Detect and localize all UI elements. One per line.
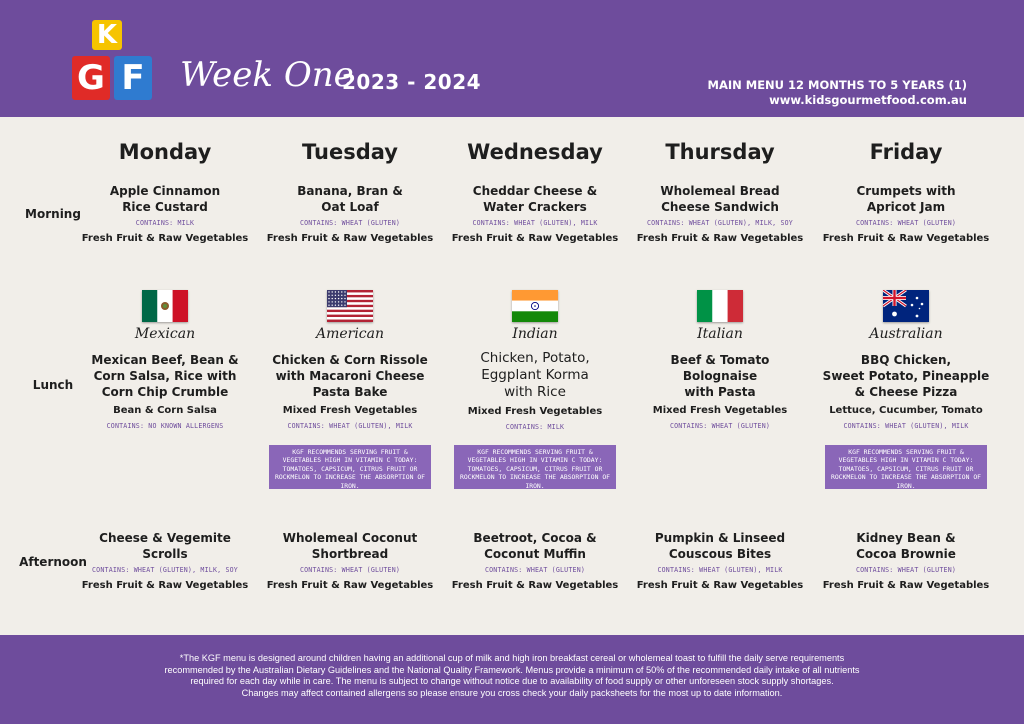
vitamin-c-note: KGF RECOMMENDS SERVING FRUIT & VEGETABLES HIGH IN VITAMIN C TODAY: TOMATOES, CAPSICUM, CITRUS FRUIT OR ROCKMELON TO INCREASE THE ABSORPTION OF IRON.: [454, 445, 616, 489]
dish-line: Eggplant Korma: [481, 367, 589, 383]
dish-line: Beef & Tomato: [670, 353, 770, 367]
footer-line: *The KGF menu is designed around children having an additional cup of milk and high iron breakfast cereal or wholemeal toast to fulfill the daily serve requirements: [179, 653, 845, 663]
cuisine-label-wednesday: Indian: [512, 326, 558, 342]
cuisine-label-friday: Australian: [869, 326, 943, 342]
allergen-text: CONTAINS: WHEAT (GLUTEN): [669, 422, 771, 430]
menu-title-block: [708, 78, 968, 108]
afternoon-cell-friday: [816, 530, 996, 591]
allergen-text: CONTAINS: WHEAT (GLUTEN): [855, 566, 957, 574]
logo-block-g: G: [72, 56, 110, 100]
dish-line: Corn Salsa, Rice with: [93, 369, 237, 383]
fruit-veg-text: Fresh Fruit & Raw Vegetables: [81, 580, 249, 591]
dish-line: Couscous Bites: [668, 547, 772, 561]
morning-cell-thursday: [630, 183, 810, 244]
allergen-text: CONTAINS: WHEAT (GLUTEN), MILK: [657, 566, 783, 574]
dish-line: Cheddar Cheese &: [472, 184, 598, 198]
allergen-text: CONTAINS: MILK: [135, 219, 195, 227]
dish-line: Apple Cinnamon: [109, 184, 221, 198]
footer-line: required for each day while in care. The menu is subject to change without notice due to availability of food supply or other unforeseen stock supply shortages.: [190, 676, 834, 687]
vitamin-c-note: KGF RECOMMENDS SERVING FRUIT & VEGETABLES HIGH IN VITAMIN C TODAY: TOMATOES, CAPSICUM, CITRUS FRUIT OR ROCKMELON TO INCREASE THE ABSORPTION OF IRON.: [825, 445, 987, 489]
dish-line: Cheese & Vegemite: [99, 531, 231, 545]
side-dish: Bean & Corn Salsa: [113, 405, 217, 416]
dish-line: Chicken, Potato,: [480, 350, 590, 366]
dish-line: with Macaroni Cheese: [275, 369, 425, 383]
dish-line: Oat Loaf: [321, 200, 379, 214]
fruit-veg-text: Fresh Fruit & Raw Vegetables: [822, 233, 990, 244]
vitamin-c-note: KGF RECOMMENDS SERVING FRUIT & VEGETABLES HIGH IN VITAMIN C TODAY: TOMATOES, CAPSICUM, CITRUS FRUIT OR ROCKMELON TO INCREASE THE ABSORPTION OF IRON.: [269, 445, 431, 489]
menu-year: 2023 - 2024: [342, 70, 482, 94]
fruit-veg-text: Fresh Fruit & Raw Vegetables: [266, 580, 434, 591]
mexico-flag: [142, 290, 188, 322]
fruit-veg-text: Fresh Fruit & Raw Vegetables: [822, 580, 990, 591]
allergen-text: CONTAINS: WHEAT (GLUTEN), MILK: [287, 422, 413, 430]
australia-flag: [883, 290, 929, 322]
fruit-veg-text: Fresh Fruit & Raw Vegetables: [636, 233, 804, 244]
dish-line: BBQ Chicken,: [860, 353, 952, 367]
dish-line: with Pasta: [684, 385, 756, 399]
fruit-veg-text: Fresh Fruit & Raw Vegetables: [451, 233, 619, 244]
dish-line: Bolognaise: [682, 369, 758, 383]
side-dish: Mixed Fresh Vegetables: [652, 405, 788, 416]
dish-line: Mexican Beef, Bean &: [91, 353, 239, 367]
dish-line: Beetroot, Cocoa &: [473, 531, 597, 545]
usa-flag: [327, 290, 373, 322]
fruit-veg-text: Fresh Fruit & Raw Vegetables: [451, 580, 619, 591]
cuisine-label-monday: Mexican: [134, 326, 196, 342]
menu-title: MAIN MENU 12 MONTHS TO 5 YEARS (1): [707, 78, 967, 92]
logo-block-f: F: [114, 56, 152, 100]
dish-line: Pasta Bake: [312, 385, 388, 399]
dish-line: Rice Custard: [122, 200, 208, 214]
allergen-text: CONTAINS: WHEAT (GLUTEN), MILK: [843, 422, 969, 430]
kgf-logo: [70, 20, 156, 104]
dish-line: Water Crackers: [483, 200, 587, 214]
dish-line: Scrolls: [142, 547, 188, 561]
side-dish: Mixed Fresh Vegetables: [467, 406, 603, 417]
allergen-text: CONTAINS: WHEAT (GLUTEN): [299, 219, 401, 227]
lunch-cell-friday: [816, 352, 996, 430]
lunch-cell-tuesday: [260, 352, 440, 430]
afternoon-cell-wednesday: [445, 530, 625, 591]
allergen-text: CONTAINS: NO KNOWN ALLERGENS: [106, 422, 224, 430]
allergen-text: CONTAINS: WHEAT (GLUTEN), MILK, SOY: [92, 566, 238, 574]
allergen-text: CONTAINS: WHEAT (GLUTEN), MILK: [472, 219, 598, 227]
side-dish: Lettuce, Cucumber, Tomato: [829, 405, 983, 416]
dish-line: & Cheese Pizza: [854, 385, 958, 399]
dish-line: Apricot Jam: [866, 200, 946, 214]
lunch-cell-wednesday: [445, 350, 625, 431]
day-heading-wednesday: Wednesday: [467, 140, 603, 164]
morning-cell-friday: [816, 183, 996, 244]
italy-flag: [697, 290, 743, 322]
fruit-veg-text: Fresh Fruit & Raw Vegetables: [81, 233, 249, 244]
side-dish: Mixed Fresh Vegetables: [282, 405, 418, 416]
morning-cell-tuesday: [260, 183, 440, 244]
allergen-text: CONTAINS: MILK: [505, 423, 565, 431]
fruit-veg-text: Fresh Fruit & Raw Vegetables: [266, 233, 434, 244]
website-link[interactable]: www.kidsgourmetfood.com.au: [769, 93, 967, 107]
row-label-lunch: Lunch: [32, 378, 74, 392]
morning-cell-monday: [75, 183, 255, 244]
allergen-text: CONTAINS: WHEAT (GLUTEN), MILK, SOY: [647, 219, 793, 227]
dish-line: Pumpkin & Linseed: [654, 531, 786, 545]
dish-line: Kidney Bean &: [856, 531, 956, 545]
row-label-morning: Morning: [25, 207, 81, 221]
footer-line: recommended by the Australian Dietary Guidelines and the National Quality Framework. Menus provide a minimum of 50% of the recommended daily intake of all nutrients: [164, 664, 860, 675]
logo-block-k: K: [92, 20, 122, 50]
india-flag: [512, 290, 558, 322]
dish-line: Cheese Sandwich: [661, 200, 779, 214]
allergen-text: CONTAINS: WHEAT (GLUTEN): [484, 566, 586, 574]
cuisine-label-tuesday: American: [315, 326, 385, 342]
dish-line: Sweet Potato, Pineapple: [822, 369, 990, 383]
dish-line: Coconut Muffin: [484, 547, 586, 561]
dish-line: Wholemeal Coconut: [282, 531, 418, 545]
allergen-text: CONTAINS: WHEAT (GLUTEN): [855, 219, 957, 227]
week-title: Week One: [180, 55, 354, 95]
dish-line: Chicken & Corn Rissole: [272, 353, 428, 367]
footer-disclaimer: [0, 635, 1024, 724]
lunch-cell-thursday: [630, 352, 810, 430]
dish-line: with Rice: [504, 384, 566, 400]
day-heading-thursday: Thursday: [665, 140, 775, 164]
afternoon-cell-thursday: [630, 530, 810, 591]
dish-line: Wholemeal Bread: [660, 184, 780, 198]
lunch-cell-monday: [75, 352, 255, 430]
footer-line: Changes may affect contained allergens so please ensure you cross check your daily packsheets for the most up to date information.: [241, 687, 783, 698]
day-heading-tuesday: Tuesday: [302, 140, 398, 164]
cuisine-label-thursday: Italian: [697, 326, 743, 342]
fruit-veg-text: Fresh Fruit & Raw Vegetables: [636, 580, 804, 591]
afternoon-cell-tuesday: [260, 530, 440, 591]
morning-cell-wednesday: [445, 183, 625, 244]
dish-line: Crumpets with: [856, 184, 956, 198]
day-heading-monday: Monday: [118, 140, 212, 164]
afternoon-cell-monday: [75, 530, 255, 591]
day-heading-friday: Friday: [869, 140, 943, 164]
dish-line: Banana, Bran &: [297, 184, 403, 198]
allergen-text: CONTAINS: WHEAT (GLUTEN): [299, 566, 401, 574]
dish-line: Cocoa Brownie: [856, 547, 956, 561]
dish-line: Shortbread: [311, 547, 389, 561]
header-bar: [0, 0, 1024, 117]
row-label-afternoon: Afternoon: [19, 555, 87, 569]
dish-line: Corn Chip Crumble: [101, 385, 229, 399]
